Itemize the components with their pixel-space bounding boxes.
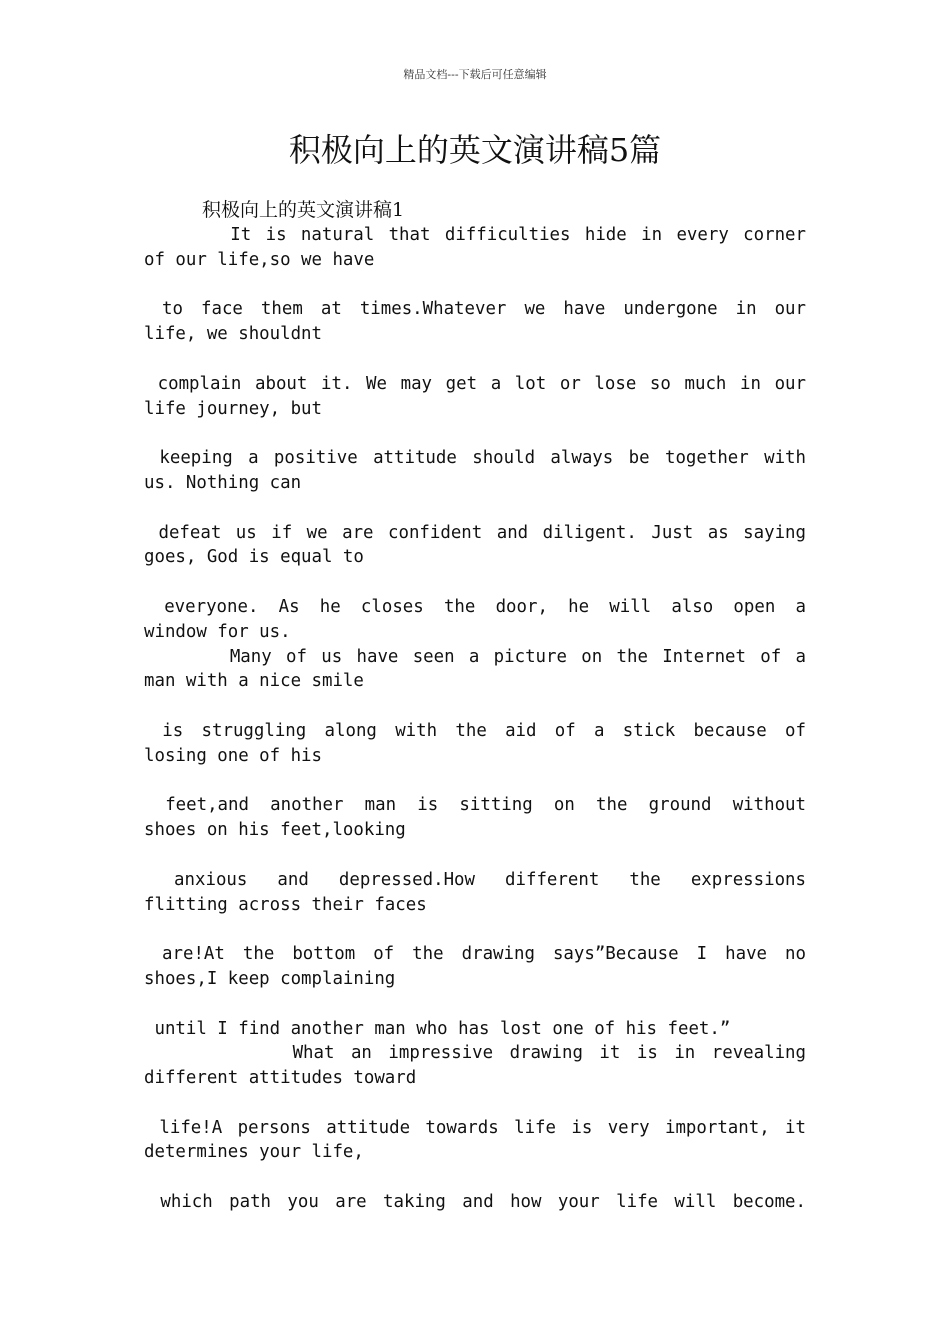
text-line: life, we shouldnt [144, 324, 322, 345]
blank-line [144, 1091, 806, 1116]
blank-line [144, 570, 806, 595]
text-line: of our life,so we have [144, 249, 375, 270]
text-line: What an impressive drawing it is in revealing [144, 1043, 806, 1064]
document-title: 积极向上的英文演讲稿5篇 [288, 131, 662, 169]
blank-line [144, 917, 806, 942]
section-heading: 积极向上的英文演讲稿1 [202, 199, 405, 221]
text-line: to face them at times.Whatever we have undergone in our [144, 299, 806, 320]
text-line: determines your life, [144, 1142, 364, 1163]
text-line: different attitudes toward [144, 1068, 417, 1089]
text-line: shoes on his feet,looking [144, 820, 406, 841]
blank-line [144, 273, 806, 298]
document-body [144, 198, 806, 1215]
blank-line [144, 421, 806, 446]
text-line: life!A persons attitude towards life is very important, it [144, 1117, 806, 1138]
text-line: us. Nothing can [144, 472, 302, 493]
text-line: are!At the bottom of the drawing says”Because I have no [144, 944, 806, 965]
blank-line [144, 992, 806, 1017]
blank-line [144, 496, 806, 521]
blank-line [144, 843, 806, 868]
text-line: is struggling along with the aid of a stick because of [144, 720, 806, 741]
text-line: man with a nice smile [144, 671, 364, 692]
text-line: shoes,I keep complaining [144, 968, 396, 989]
text-line: defeat us if we are confident and diligent. Just as saying [144, 522, 806, 543]
text-line: window for us. [144, 621, 291, 642]
text-line: losing one of his [144, 745, 322, 766]
text-line: It is natural that difficulties hide in every corner [144, 225, 806, 245]
text-line: anxious and depressed.How different the expressions [144, 869, 806, 890]
blank-line [144, 694, 806, 719]
text-line: everyone. As he closes the door, he will also open a [144, 596, 806, 617]
text-line: complain about it. We may get a lot or lose so much in our [144, 373, 806, 394]
blank-line [144, 347, 806, 372]
text-line: goes, God is equal to [144, 547, 364, 568]
text-line: flitting across their faces [144, 894, 427, 915]
text-line: feet,and another man is sitting on the ground without [144, 795, 806, 816]
blank-line [144, 1165, 806, 1190]
text-line: Many of us have seen a picture on the Internet of a [144, 646, 806, 667]
text-line: keeping a positive attitude should always be together with [144, 448, 806, 469]
text-line: life journey, but [144, 398, 322, 419]
blank-line [144, 769, 806, 794]
text-line: which path you are taking and how your life will become. [144, 1192, 806, 1213]
text-lines [144, 223, 806, 1215]
text-line: until I find another man who has lost one of his feet.” [144, 1018, 731, 1039]
header-note: 精品文档---下载后可任意编辑 [403, 68, 547, 81]
